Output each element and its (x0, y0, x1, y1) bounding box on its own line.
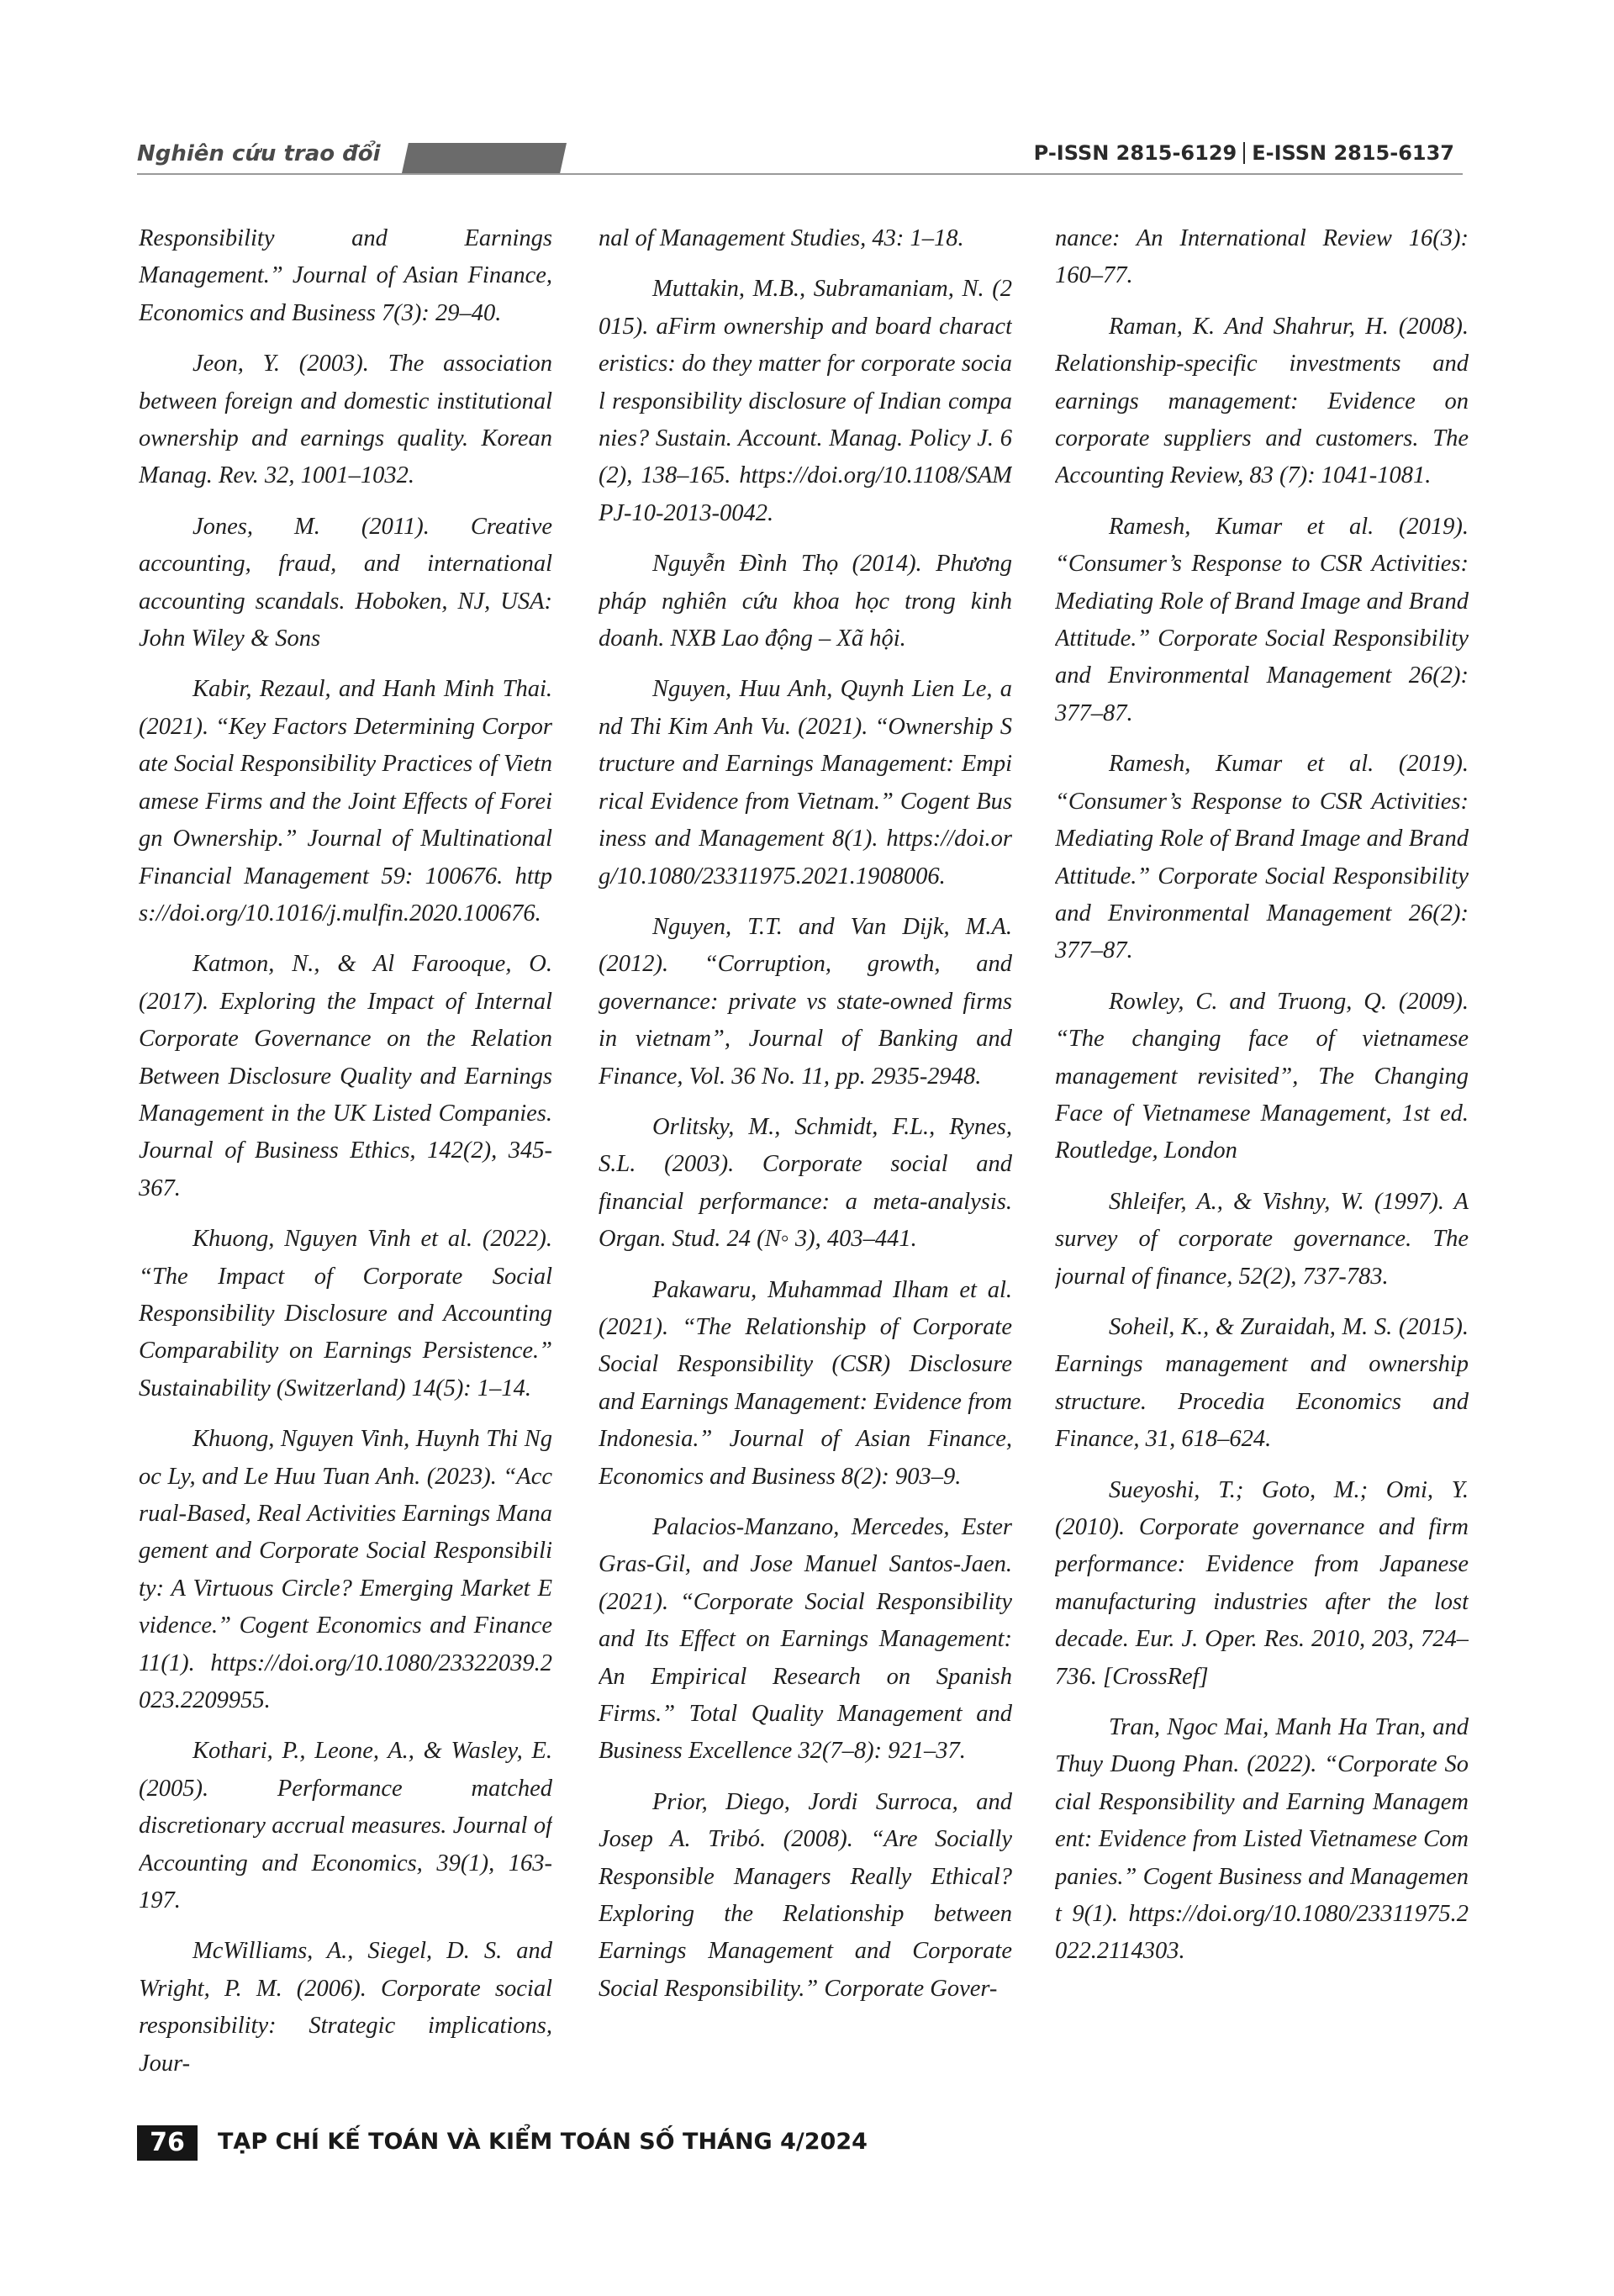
reference-entry: Ramesh, Kumar et al. (2019). “Consumer’s Response to CSR Activities: Mediating Role of Brand Image and Brand Attitude.” Corporate Social Responsibility and Environmental Management 26(2): 377–87. (1055, 513, 1469, 726)
reference-entry: Orlitsky, M., Schmidt, F.L., Rynes, S.L. (2003). Corporate social and financial performance: a meta-analysis. Organ. Stud. 24 (N◦ 3), 403–441. (599, 1113, 1012, 1253)
reference-entry: Tran, Ngoc Mai, Manh Ha Tran, and Thuy Duong Phan. (2022). “Corporate Social Responsibility and Earning Management: Evidence from Listed Vietnamese Companies.” Cogent Business and Management 9(1). https://doi.org/10.1080/23311975.2022.2114303. (1055, 1714, 1469, 1965)
reference-entry: Pakawaru, Muhammad Ilham et al. (2021). “The Relationship of Corporate Social Responsibility (CSR) Disclosure and Earnings Management: Evidence from Indonesia.” Journal of Asian Finance, Economics and Business 8(2): 903–9. (599, 1276, 1012, 1490)
page-header (0, 0, 1614, 177)
section-title: Nghiên cứu trao đổi (137, 141, 381, 166)
reference-entry: Khuong, Nguyen Vinh, Huynh Thi Ngoc Ly, and Le Huu Tuan Anh. (2023). “Accrual-Based, Real Activities Earnings Management and Corporate Social Responsibility: A Virtuous Circle? Emerging Market Evidence.” Cogent Economics and Finance 11(1). https://doi.org/10.1080/23322039.2023.2209955. (139, 1426, 552, 1714)
reference-entry: Soheil, K., & Zuraidah, M. S. (2015). Earnings management and ownership structure. Procedia Economics and Finance, 31, 618–624. (1055, 1313, 1469, 1453)
page-number: 76 (137, 2125, 198, 2161)
reference-column-2 (599, 220, 1012, 2099)
reference-entry: Kabir, Rezaul, and Hanh Minh Thai. (2021). “Key Factors Determining Corporate Social Responsibility Practices of Vietnamese Firms and the Joint Effects of Foreign Ownership.” Journal of Multinational Financial Management 59: 100676. https://doi.org/10.1016/j.mulfin.2020.100676. (139, 676, 552, 926)
reference-entry: Raman, K. And Shahrur, H. (2008). Relationship-specific investments and earnings management: Evidence on corporate suppliers and customers. The Accounting Review, 83 (7): 1041-1081. (1055, 313, 1469, 489)
eissn: E-ISSN 2815-6137 (1252, 141, 1454, 165)
reference-entry: Nguyễn Đình Thọ (2014). Phương pháp nghiên cứu khoa học trong kinh doanh. NXB Lao động – Xã hội. (599, 551, 1012, 652)
reference-entry: Nguyen, Huu Anh, Quynh Lien Le, and Thi Kim Anh Vu. (2021). “Ownership Structure and Earnings Management: Empirical Evidence from Vietnam.” Cogent Business and Management 8(1). https://doi.org/10.1080/23311975.2021.1908006. (599, 676, 1012, 889)
issn-block (1034, 141, 1454, 165)
reference-entry: Sueyoshi, T.; Goto, M.; Omi, Y. (2010). Corporate governance and firm performance: Evidence from Japanese manufacturing industries after the lost decade. Eur. J. Oper. Res. 2010, 203, 724–736. [CrossRef] (1055, 1476, 1469, 1690)
issn-separator (1243, 142, 1245, 164)
header-rule (137, 173, 1463, 175)
reference-column-1 (139, 220, 552, 2099)
pissn: P-ISSN 2815-6129 (1033, 141, 1237, 165)
reference-column-3 (1055, 220, 1469, 2099)
reference-entry: Khuong, Nguyen Vinh et al. (2022). “The Impact of Corporate Social Responsibility Disclosure and Accounting Comparability on Earnings Persistence.” Sustainability (Switzerland) 14(5): 1–14. (139, 1226, 552, 1401)
reference-entry: Shleifer, A., & Vishny, W. (1997). A survey of corporate governance. The journal of finance, 52(2), 737-783. (1055, 1188, 1469, 1290)
reference-continuation: nance: An International Review 16(3): 160–77. (1055, 225, 1469, 289)
page-footer (137, 2119, 1482, 2169)
reference-continuation: nal of Management Studies, 43: 1–18. (599, 225, 964, 251)
reference-entry: Nguyen, T.T. and Van Dijk, M.A. (2012). “Corruption, growth, and governance: private vs state-owned firms in vietnam”, Journal of Banking and Finance, Vol. 36 No. 11, pp. 2935-2948. (599, 913, 1012, 1090)
reference-entry: Kothari, P., Leone, A., & Wasley, E. (2005). Performance matched discretionary accrual measures. Journal of Accounting and Economics, 39(1), 163-197. (139, 1738, 552, 1914)
reference-entry: Rowley, C. and Truong, Q. (2009). “The changing face of vietnamese management revisited”, The Changing Face of Vietnamese Management, 1st ed. Routledge, London (1055, 988, 1469, 1164)
reference-entry: Jones, M. (2011). Creative accounting, fraud, and international accounting scandals. Hoboken, NJ, USA: John Wiley & Sons (139, 513, 552, 652)
reference-entry: Palacios-Manzano, Mercedes, Ester Gras-Gil, and Jose Manuel Santos-Jaen. (2021). “Corporate Social Responsibility and Its Effect on Earnings Management: An Empirical Research on Spanish Firms.” Total Quality Management and Business Excellence 32(7–8): 921–37. (599, 1514, 1012, 1765)
header-decorative-bar (402, 143, 567, 173)
reference-entry: Katmon, N., & Al Farooque, O. (2017). Exploring the Impact of Internal Corporate Governance on the Relation Between Disclosure Quality and Earnings Management in the UK Listed Companies. Journal of Business Ethics, 142(2), 345-367. (139, 951, 552, 1201)
reference-continuation: Responsibility and Earnings Management.” Journal of Asian Finance, Economics and Business 7(3): 29–40. (139, 225, 552, 326)
journal-name: TẠP CHÍ KẾ TOÁN VÀ KIỂM TOÁN SỐ THÁNG 4/2024 (218, 2129, 868, 2155)
reference-entry: McWilliams, A., Siegel, D. S. and Wright, P. M. (2006). Corporate social responsibility: Strategic implications, Jour- (139, 1938, 552, 2077)
reference-entry: Muttakin, M.B., Subramaniam, N. (2015). aFirm ownership and board characteristics: do they matter for corporate social responsibility disclosure of Indian companies? Sustain. Account. Manag. Policy J. 6 (2), 138–165. https://doi.org/10.1108/SAMPJ-10-2013-0042. (599, 276, 1012, 526)
reference-entry: Ramesh, Kumar et al. (2019). “Consumer’s Response to CSR Activities: Mediating Role of Brand Image and Brand Attitude.” Corporate Social Responsibility and Environmental Management 26(2): 377–87. (1055, 751, 1469, 964)
reference-entry: Prior, Diego, Jordi Surroca, and Josep A. Tribó. (2008). “Are Socially Responsible Managers Really Ethical? Exploring the Relationship between Earnings Management and Corporate Social Responsibility.” Corporate Gover- (599, 1788, 1012, 2002)
reference-entry: Jeon, Y. (2003). The association between foreign and domestic institutional ownership and earnings quality. Korean Manag. Rev. 32, 1001–1032. (139, 351, 552, 489)
